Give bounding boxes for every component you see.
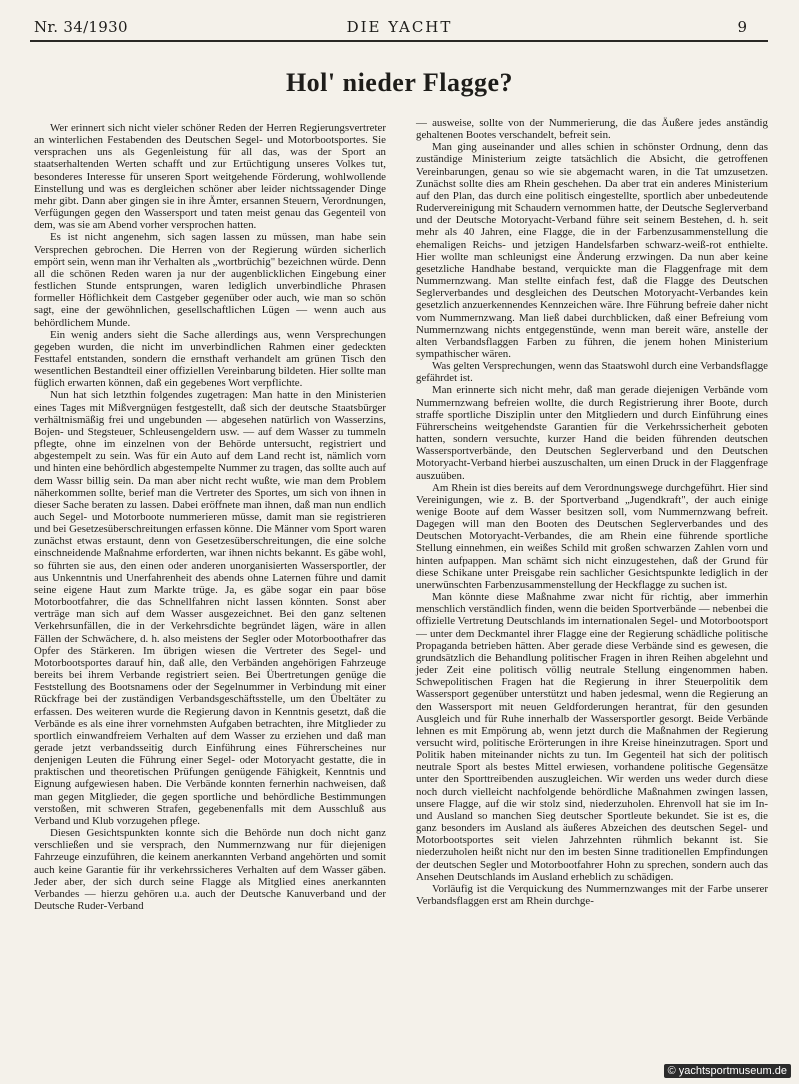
right-column [416, 117, 768, 907]
header-rule [30, 40, 768, 42]
page-number: 9 [737, 18, 747, 36]
paragraph: Es ist nicht angenehm, sich sagen lassen zu müssen, man habe sein Versprechen gebrochen. Die Herren von der Regierung würden sicherlich empört sein, wenn man ihr Verhalten als „wortbrüchig" bezeichnen würde. Denn all die schönen Reden waren ja nur der augenblicklichen Eingebung einer festlichen Stunde entsprungen, waren lediglich unverbindliche Phrasen formeller Höflichkeit dem Castgeber gegenüber oder auch, wie man so schön sagt, eine der gewöhnlichen, gesellschaftlichen Lügen — wenn auch aus behördlichem Munde. [34, 231, 386, 329]
paragraph: Nun hat sich letzthin folgendes zugetragen: Man hatte in den Ministerien eines Tages mit Mißvergnügen festgestellt, daß sich der deutsche Staatsbürger verhältnismäßig frei und ungebunden — abgesehen natürlich von Wasserzins, Bojen- und Stegsteuer, Schleusengeldern usw. — auf dem Wasser zu tummeln pflegte, ohne im einzelnen von der Behörde untersucht, registriert und abgestempelt zu sein. Was für ein Auto auf dem Land recht ist, nämlich vorn und hinten eine behördlich abgestempelte Nummer zu tragen, das sollte auch auf dem Wassr billig sein. Da man aber nicht recht wußte, wie man dem Problem näherkommen sollte, berief man die Vertreter des Sportes, um sich von ihnen in dieser Sache beraten zu lassen. Dabei eröffnete man ihnen, daß man nun endlich auch Segel- und Motorboote nummerieren müsse, damit man sie registrieren und bei Gesetzesüberschreitungen erfassen könne. Die Männer vom Sport waren zunächst etwas erstaunt, denn von Gesetzesüberschreitungen, die eine solche einschneidende Maßnahme erforderten, war ihnen nichts bekannt. Es gäbe wohl, so führten sie aus, den einen oder anderen unorganisierten Wassersportler, der aus Unkenntnis und Unerfahrenheit des abends ohne Laternen führe und damit seine eigene Haut zum Markte trüge. Ja, es gäbe sogar ein paar böse Motorbootfahrer, die das Schnellfahren nicht lassen könnten. Sonst aber verträge man sich auf dem Wasser ausgezeichnet. Bei den ganz seltenen Verkehrsunfällen, die in der Verkehrsdichte begründet lägen, wäre in allen Fällen der Schwächere, d. h. also meistens der Segler oder Motorboothafrer das Opfer des Stärkeren. Im übrigen wiesen die Vertreter des Segel- und Motorbootsportes darauf hin, daß alle, den Verbänden angehörigen Fahrzeuge bereits bei ihrem Verbande registriert seien. Bei Übertretungen genüge die Feststellung des Bootsnamens oder der Segelnummer in Verbindung mit einer Rückfrage bei der zuständigen Verbandsgeschäftsstelle, um den Übeltäter zu erfassen. Des weiteren wurde die Regierung davon in Kenntnis gesetzt, daß die Verbände es als eine ihrer vornehmsten Aufgaben betrachten, ihre Mitglieder zu sportlich einwandfreiem Verhalten auf dem Wasser zu erziehen und daß man gerade jetzt verbandsseitig durch Einführung eines Führerscheines nur denjenigen Leuten die Führung einer Segel- oder Motoryacht gestatte, die in praktischen und theoretischen Prüfungen genügende Fähigkeit, Kenntnis und Eignung aufgewiesen haben. Die Verbände konnten fernerhin nachweisen, daß man gegen Mitglieder, die gegen sportliche und behördliche Bestimmungen verstoßen, mit schweren Strafen, gegebenenfalls mit dem Ausschluß aus Verband und Klub vorzugehen pflege. [34, 389, 387, 827]
paragraph: Man ging auseinander und alles schien in schönster Ordnung, denn das zuständige Ministerium zeigte tatsächlich die Absicht, die getroffenen Vereinbarungen, genau so wie sie abgemacht waren, in die Tat umzusetzen. Zunächst sollte dies am Rhein geschehen. Da aber trat ein anderes Ministerium auf den Plan, das durch eine politisch eingestellte, sportlich aber unbedeutende Rudervereinigung mit Schaudern vernommen hatte, der Deutsche Seglerverband und der Deutsche Motoryacht-Verband führe seit seinem Bestehen, d. h. seit mehr als 40 Jahren, eine Flagge, die in der Farbenzusammenstellung die ehemaligen Reichs- und jetzigen Handelsfarben schwarz-weiß-rot enthielte. Hier wollte man schleunigst eine Änderung erzwingen. Da nun aber keine gesetzliche Handhabe bestand, verquickte man die Flaggenfrage mit dem Nummernzwang. Man stellte einfach fest, daß die Flagge des Deutschen Seglerverbandes und desgleichen des Deutschen Motoryacht-Verbandes kein gesetzlich anzuerkennendes Kennzeichen wäre. Ihre Führung befreie daher nicht vom Nummernzwang. Man ließ dabei durchblicken, daß einer Befreiung vom Nummernzwang nichts entgegenstünde, wenn man bereit wäre, anstelle der alten Verbandsflaggen Farben zu führen, die jenem hohen Ministerium sympathischer wären. [416, 141, 768, 360]
issue-number: Nr. 34/1930 [34, 18, 128, 36]
watermark: © yachtsportmuseum.de [664, 1064, 791, 1078]
magazine-title: DIE YACHT [346, 18, 453, 36]
paragraph: Was gelten Versprechungen, wenn das Staatswohl durch eine Verbandsflagge gefährdet ist. [416, 360, 768, 385]
paragraph: Diesen Gesichtspunkten konnte sich die Behörde nun doch nicht ganz verschließen und sie versprach, den Nummernzwang nur für diejenigen Fahrzeuge einzuführen, die keinem anerkannten Verband angehörten und somit auch keine Garantie für ihr verkehrssicheres Verhalten auf dem Wasser gäben. Jeder aber, der sich durch seine Flagge als Mitglied eines anerkannten Verbandes — hierzu gehören u.a. auch der Deutsche Kanuverband und der Deutsche Ruder-Verband [34, 827, 386, 912]
paragraph: Man könnte diese Maßnahme zwar nicht für richtig, aber immerhin menschlich verständlich finden, wenn die beiden Sportverbände — nebenbei die offizielle Vertretung Deutschlands im internationalen Segel- und Motorbootsport — unter dem Deckmantel ihrer Flagge eine der Regierung schädliche politische Propaganda betrieben hätten. Aber gerade diese Verbände sind es gewesen, die grundsätzlich die Behandlung politischer Fragen in ihren Reihen abgelehnt und jeder Zeit eine politisch völlig neutrale Stellung eingenommen haben. Schwepolitischen Fragen hat die Regierung in ihrer Steuerpolitik dem Wassersport gegenüber unterstützt und haben jedesmal, wenn die Regierung an den Wassersport mit neuen Geldforderungen herantrat, für den gesunden Ausgleich und für Ruhe innerhalb der Wassersportler gesorgt. Beide Verbände lehnen es mit Empörung ab, wenn jetzt durch die Maßnahmen der Regierung versucht wird, politische Erörterungen in ihre Kreise hineinzutragen. Sport und Politik haben miteinander nichts zu tun. Im Gegenteil hat sich der politisch neutrale Sport als bestes Mittel erwiesen, vorhandene politische Gegensätze unter den Sporttreibenden auszugleichen. Wir werden uns weder durch diese noch durch vielleicht nachfolgende behördliche Maßnahmen zwingen lassen, unsere Flagge, auf die wir stolz sind, niederzuholen. Ehrenvoll hat sie im In- und Ausland so manchen Sieg deutscher Sportleute bekundet. Sie ist es, die ganz besonders im Ausland als äußeres Abzeichen des deutschen Segel- und Motorbootsportes seit vielen Jahrzehnten rühmlich bekannt ist. Sie niederzuholen heißt nicht nur den im besten Sinne traditionellen Empfindungen der deutschen Segler und Motorbootfahrer Hohn zu sprechen, sondern auch das Ansehen Deutschlands im Ausland erheblich zu schädigen. [416, 591, 768, 883]
left-column [34, 122, 386, 912]
paragraph: Am Rhein ist dies bereits auf dem Verordnungswege durchgeführt. Hier sind Vereinigungen, wie z. B. der Sportverband „Jugendkraft", der auch einige wenige Boote auf dem Wasser besitzen soll, vom Nummernzwang befreit. Dagegen will man den Booten des Deutschen Seglerverbandes und des Deutschen Motoryacht-Verbandes, die am Rhein eine führende sportliche Stellung einnehmen, ein weißes Schild mit großen schwarzen Zahlen vorn und hinten aufpappen. Man schämt sich nicht einzugestehen, daß der Grund für diese Schikane unter Preisgabe rein sachlicher Gesichtspunkte lediglich in der unerwünschten Farbenzusammenstellung der Heckflagge zu suchen ist. [416, 481, 768, 591]
paragraph: Wer erinnert sich nicht vieler schöner Reden der Herren Regierungsvertreter an winterlichen Festabenden des Deutschen Segel- und Motorbootsportes. Sie versprachen uns als Gegenleistung für all das, was der Sport an staatserhaltenden Werten schafft und zur Ertüchtigung unseres Volkes tut, besonderes Interesse für unseren Sport weitgehende Förderung, wohlwollende Einstellung und was es dergleichen schöner aber leider nichtssagender Dinge mehr gibt. Dann aber gingen sie in ihre Ämter, ersannen Steuern, Verordnungen, Verfügungen gegen den Wassersport und taten meist genau das Gegenteil von dem, was sie am Abend vorher versprochen hatten. [34, 122, 386, 232]
paragraph: Vorläufig ist die Verquickung des Nummernzwanges mit der Farbe unserer Verbandsflaggen erst am Rhein durchge- [416, 882, 768, 907]
article-title: Hol' nieder Flagge? [285, 68, 514, 97]
paragraph: Ein wenig anders sieht die Sache allerdings aus, wenn Versprechungen gegeben wurden, die nicht im unverbindlichen Rahmen einer gedeckten Festtafel entstanden, sondern die ernsthaft verhandelt am grünen Tisch den wesentlichen Bestandteil einer offiziellen Vereinbarung bildeten. Hier sollte man füglich erwarten können, daß ein gegebenes Wort verpflichte. [34, 328, 386, 390]
paragraph: Man erinnerte sich nicht mehr, daß man gerade diejenigen Verbände vom Nummernzwang befreien wollte, die durch Registrierung ihrer Boote, durch straffe sportliche Disziplin unter den Mitgliedern und durch Einführung eines Führerscheins weitgehendste Garantien für die Verkehrssicherheit geboten hatten, sondern versuchte, kurzer Hand die beiden führenden deutschen Wassersportverbände, den Deutschen Seglerverband und den Deutschen Motoryacht-Verband hierbei auszuschalten, um einen Druck in der Flaggenfrage auszuüben. [416, 384, 768, 482]
paragraph: — ausweise, sollte von der Nummerierung, die das Äußere jedes anständig gehaltenen Bootes verschandelt, befreit sein. [416, 117, 768, 142]
